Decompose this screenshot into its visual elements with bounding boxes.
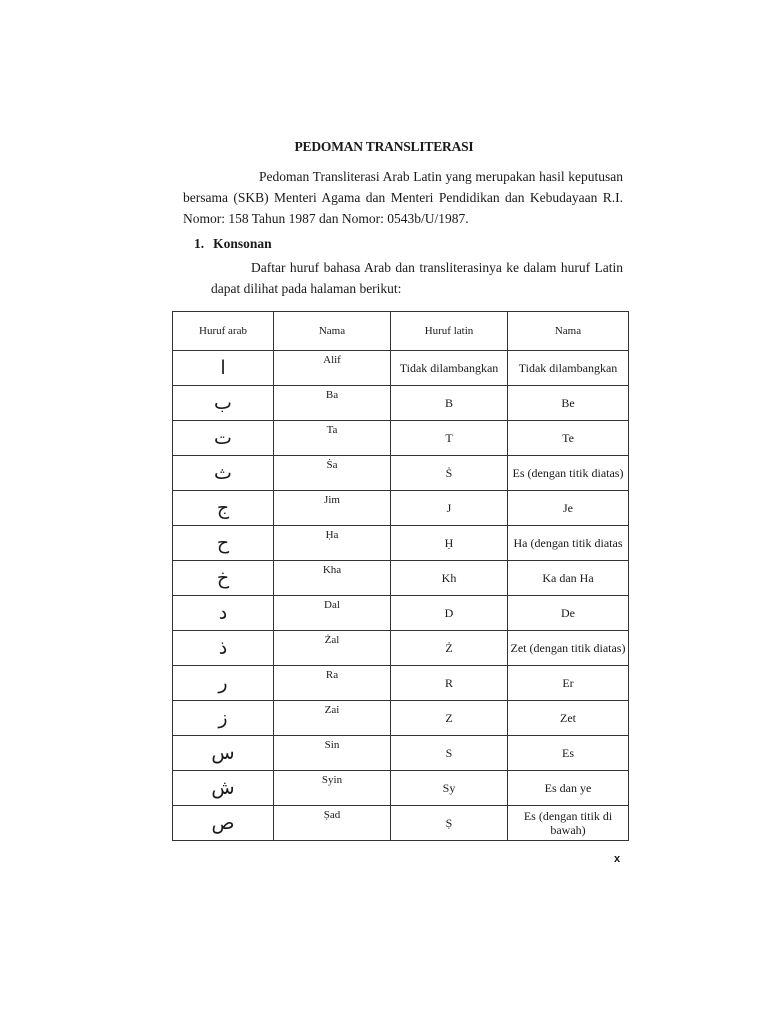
cell-huruf-arab: ت bbox=[173, 421, 274, 456]
cell-huruf-latin: J bbox=[391, 491, 508, 526]
cell-nama: Alif bbox=[274, 351, 391, 386]
header-nama: Nama bbox=[274, 312, 391, 351]
table-row bbox=[173, 736, 629, 771]
cell-huruf-latin: Ż bbox=[391, 631, 508, 666]
header-huruf-latin: Huruf latin bbox=[391, 312, 508, 351]
cell-nama-latin: Es (dengan titik diatas) bbox=[508, 456, 629, 491]
cell-nama-latin: Es (dengan titik di bawah) bbox=[508, 806, 629, 841]
cell-nama: Zai bbox=[274, 701, 391, 736]
cell-huruf-latin: T bbox=[391, 421, 508, 456]
cell-huruf-latin: B bbox=[391, 386, 508, 421]
cell-huruf-latin: Sy bbox=[391, 771, 508, 806]
cell-huruf-arab: ر bbox=[173, 666, 274, 701]
header-nama-latin: Nama bbox=[508, 312, 629, 351]
header-huruf-arab: Huruf arab bbox=[173, 312, 274, 351]
cell-huruf-latin: Ḥ bbox=[391, 526, 508, 561]
cell-nama-latin: Zet (dengan titik diatas) bbox=[508, 631, 629, 666]
table-row bbox=[173, 701, 629, 736]
table-row bbox=[173, 456, 629, 491]
page-number: x bbox=[614, 853, 621, 865]
cell-huruf-latin: S bbox=[391, 736, 508, 771]
cell-huruf-latin: Kh bbox=[391, 561, 508, 596]
cell-nama-latin: Er bbox=[508, 666, 629, 701]
cell-nama: Dal bbox=[274, 596, 391, 631]
table-header-row bbox=[173, 312, 629, 351]
cell-nama-latin: Es dan ye bbox=[508, 771, 629, 806]
table-row bbox=[173, 386, 629, 421]
section-title: Konsonan bbox=[213, 236, 272, 251]
cell-huruf-arab: ا bbox=[173, 351, 274, 386]
table-body bbox=[173, 351, 629, 841]
table-row bbox=[173, 351, 629, 386]
cell-huruf-latin: R bbox=[391, 666, 508, 701]
table-row bbox=[173, 596, 629, 631]
cell-huruf-arab: ش bbox=[173, 771, 274, 806]
cell-huruf-latin: Ṡ bbox=[391, 456, 508, 491]
cell-huruf-arab: ح bbox=[173, 526, 274, 561]
cell-nama: Ta bbox=[274, 421, 391, 456]
table-row bbox=[173, 806, 629, 841]
cell-nama: Żal bbox=[274, 631, 391, 666]
section-number: 1. bbox=[194, 236, 205, 251]
cell-huruf-arab: ذ bbox=[173, 631, 274, 666]
cell-nama: Kha bbox=[274, 561, 391, 596]
cell-nama: Jim bbox=[274, 491, 391, 526]
cell-huruf-arab: ث bbox=[173, 456, 274, 491]
cell-nama-latin: Ka dan Ha bbox=[508, 561, 629, 596]
table-row bbox=[173, 666, 629, 701]
cell-nama-latin: Ha (dengan titik diatas bbox=[508, 526, 629, 561]
table-row bbox=[173, 491, 629, 526]
document-title: PEDOMAN TRANSLITERASI bbox=[294, 139, 474, 154]
cell-huruf-latin: Ṣ bbox=[391, 806, 508, 841]
table-row bbox=[173, 561, 629, 596]
cell-huruf-arab: خ bbox=[173, 561, 274, 596]
cell-nama: Syin bbox=[274, 771, 391, 806]
cell-nama: Ḥa bbox=[274, 526, 391, 561]
cell-nama-latin: Be bbox=[508, 386, 629, 421]
cell-huruf-arab: ب bbox=[173, 386, 274, 421]
cell-huruf-arab: س bbox=[173, 736, 274, 771]
intro-paragraph: Pedoman Transliterasi Arab Latin yang merupakan hasil keputusan bersama (SKB) Menteri Agama dan Menteri Pendidikan dan Kebudayaan R.I. Nomor: 158 Tahun 1987 dan Nomor: 0543b/U/1987. bbox=[183, 169, 623, 226]
cell-huruf-arab: ج bbox=[173, 491, 274, 526]
cell-nama-latin: Te bbox=[508, 421, 629, 456]
cell-huruf-latin: Z bbox=[391, 701, 508, 736]
cell-huruf-arab: ز bbox=[173, 701, 274, 736]
cell-nama-latin: Es bbox=[508, 736, 629, 771]
cell-huruf-latin: D bbox=[391, 596, 508, 631]
cell-huruf-arab: ص bbox=[173, 806, 274, 841]
cell-nama-latin: Tidak dilambangkan bbox=[508, 351, 629, 386]
transliteration-table bbox=[172, 311, 629, 841]
cell-huruf-arab: د bbox=[173, 596, 274, 631]
cell-nama: Ṣad bbox=[274, 806, 391, 841]
cell-nama: Sin bbox=[274, 736, 391, 771]
cell-nama-latin: De bbox=[508, 596, 629, 631]
section-heading bbox=[194, 236, 272, 252]
table-row bbox=[173, 526, 629, 561]
section-paragraph: Daftar huruf bahasa Arab dan transliterasinya ke dalam huruf Latin dapat dilihat pada halaman berikut: bbox=[211, 260, 623, 296]
cell-nama: Ṡa bbox=[274, 456, 391, 491]
cell-nama: Ba bbox=[274, 386, 391, 421]
table-row bbox=[173, 421, 629, 456]
cell-nama-latin: Je bbox=[508, 491, 629, 526]
table-row bbox=[173, 631, 629, 666]
table-row bbox=[173, 771, 629, 806]
cell-nama-latin: Zet bbox=[508, 701, 629, 736]
cell-huruf-latin: Tidak dilambangkan bbox=[391, 351, 508, 386]
cell-nama: Ra bbox=[274, 666, 391, 701]
